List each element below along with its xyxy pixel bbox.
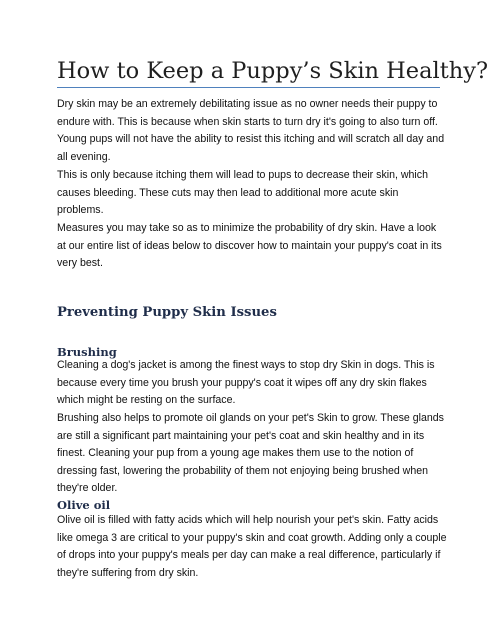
- document-title: How to Keep a Puppy’s Skin Healthy?: [57, 58, 489, 84]
- intro-paragraph-3: Measures you may take so as to minimize the probability of dry skin. Have a look at our entire list of ideas below to discover how to maintain your puppy's coat in its very best.: [57, 222, 442, 269]
- subsection-heading-olive-oil: Olive oil: [57, 498, 111, 512]
- section-heading: Preventing Puppy Skin Issues: [57, 305, 277, 320]
- brushing-paragraph-1: Cleaning a dog's jacket is among the finest ways to stop dry Skin in dogs. This is because every time you brush your puppy's coat it wipes off any dry skin flakes which might be resting on the surface.: [57, 359, 435, 406]
- subsection-heading-brushing: Brushing: [57, 345, 117, 359]
- olive-oil-paragraph-1: Olive oil is filled with fatty acids which will help nourish your pet's skin. Fatty acids like omega 3 are critical to your puppy's skin and coat growth. Adding only a couple of drops into your puppy's meals per day can make a real difference, particularly if they're suffering from dry skin.: [57, 514, 447, 579]
- title-underline: [57, 87, 440, 88]
- intro-paragraph-1: Dry skin may be an extremely debilitating issue as no owner needs their puppy to endure with. This is because when skin starts to turn dry it's going to also turn off. Young pups will not have the ability to resist this itching and will scratch all day and all evening.: [57, 98, 445, 163]
- brushing-paragraph-2: Brushing also helps to promote oil glands on your pet's Skin to grow. These glands are still a significant part maintaining your pet's coat and skin healthy and in its finest. Cleaning your pup from a young age makes them use to the notion of dressing fast, lowering the probability of them not enjoying being brushed when they're older.: [57, 412, 444, 494]
- intro-paragraph-2: This is only because itching them will lead to pups to decrease their skin, which causes bleeding. These cuts may then lead to additional more acute skin problems.: [57, 169, 428, 216]
